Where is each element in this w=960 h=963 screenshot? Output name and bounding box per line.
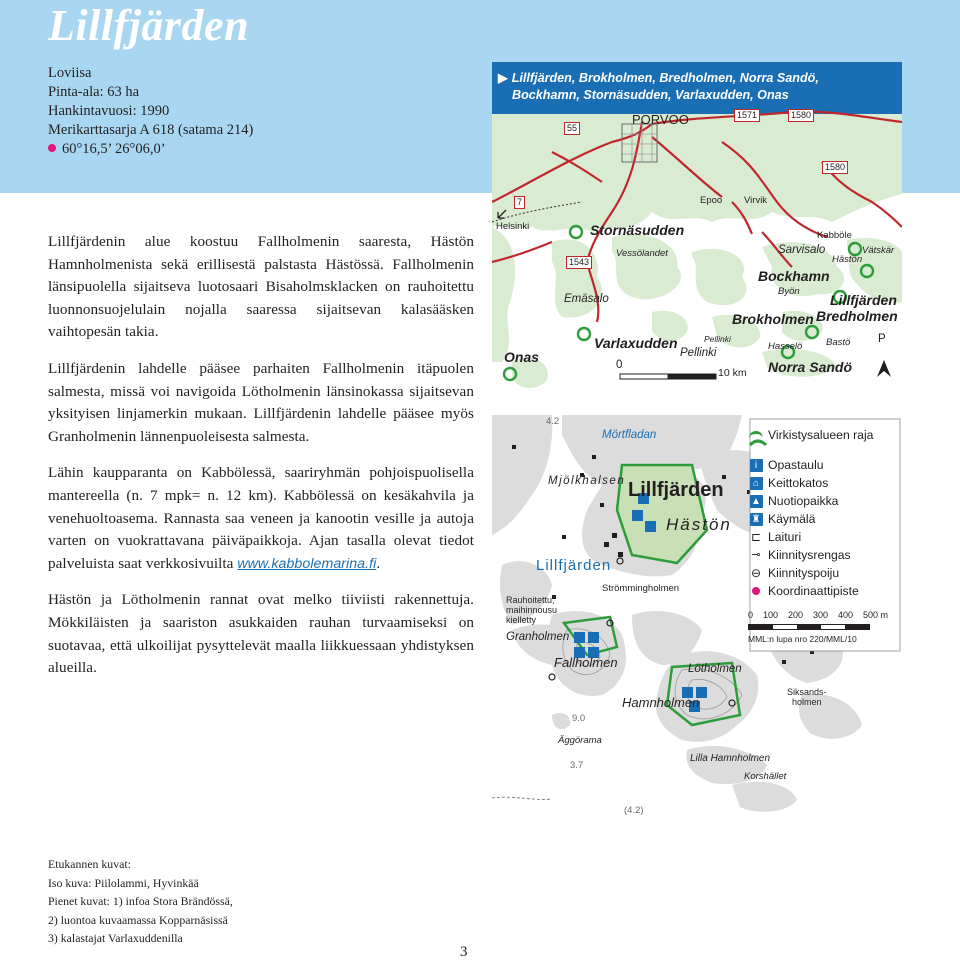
label-lilla-hamnholmen: Lilla Hamnholmen (690, 753, 771, 764)
map-legend (748, 428, 896, 647)
depth-label: 4.2 (546, 416, 560, 427)
road-number: 1580 (822, 161, 848, 174)
legend-item-toilet (748, 512, 896, 530)
label-fallholmen: Fallholmen (554, 655, 618, 670)
label-vatskar: Vätskär (862, 245, 895, 256)
label-siksandsholmen (787, 687, 827, 707)
paragraph-3-text: Lähin kaupparanta on Kabbölessä, saariryhmän pohjoispuolisella mantereella (n. 7 mpk= n. 12 km). Kabbölessä on kesäkahvila ja venehuoltoasema. Rannasta saa veneen ja kanootin vesille ja autoja varten on vuokrattavana päiväpaikkoja. Ajan tasalla olevat tiedot palveluista saat verkkosivuilta (48, 464, 474, 572)
cover-captions (48, 855, 233, 948)
label-pellinki-small: Pellinki (704, 334, 731, 344)
play-arrow-icon: ▶ (498, 71, 508, 85)
legend-item-info (748, 458, 896, 476)
shelter-icon: ⌂ (748, 476, 764, 490)
overview-heading-line-2: Bockhamn, Stornäsudden, Varlaxudden, Onas (512, 88, 789, 102)
legend-item-boundary (748, 428, 896, 458)
legend-label: Virkistysalueen raja (768, 428, 874, 442)
legend-label: Käymälä (768, 512, 816, 526)
protected-note-line: maihinnousu (506, 605, 558, 615)
toilet-icon: ♜ (748, 512, 764, 526)
scale-tick: 200 (787, 610, 804, 620)
label-pellinki: Pellinki (680, 347, 717, 359)
legend-label: Keittokatos (768, 476, 829, 490)
depth-label: 3.7 (570, 760, 584, 771)
label-lillfjarden-bay: Lillfjärden (536, 557, 612, 574)
label-kabbole: Kabböle (817, 230, 852, 241)
captions-heading: Etukannen kuvat: (48, 857, 131, 871)
overview-map (492, 62, 902, 395)
depth-label: 9.0 (572, 713, 586, 724)
legend-label: Nuotiopaikka (768, 494, 839, 508)
legend-item-coordinate-point (748, 584, 896, 602)
mooring-buoy-icon: ⊖ (750, 565, 762, 580)
north-arrow-label: P (878, 333, 886, 345)
legend-label: Opastaulu (768, 458, 824, 472)
road-number: 1580 (788, 109, 814, 122)
label-granholmen: Granholmen (506, 631, 570, 643)
paragraph-4: Hästön ja Lötholmenin rannat ovat melko tiiviisti rakennettuja. Mökkiläisten ja saariston asukkaiden rauhan turvaamiseksi on suotavaa, että ulkoilijat pysyttelevät maalla liikkuessaan yhdistyksen alueilla. (48, 591, 474, 677)
scale-tick: 400 (837, 610, 854, 620)
label-helsinki: Helsinki (496, 221, 530, 232)
label-epoo: Epoo (700, 195, 723, 206)
kabbole-marina-link[interactable]: www.kabbolemarina.fi (237, 555, 377, 572)
fact-coordinates (48, 140, 253, 159)
overview-heading-text-1: Lillfjärden, Brokholmen, Bredholmen, Norra Sandö, (511, 71, 819, 85)
label-bredholmen: Bredholmen (816, 308, 898, 324)
scale-tick: 500 m (862, 610, 888, 620)
label-mjolkhalsen: Mjölkhalsen (548, 475, 626, 487)
label-aggorama: Äggörama (558, 735, 602, 746)
label-virvik: Virvik (744, 195, 768, 206)
jetty-icon: ⊏ (750, 529, 762, 544)
label-lillfjarden: Lillfjärden (830, 292, 897, 308)
fact-municipality: Loviisa (48, 65, 92, 81)
label-siksandsholmen-line: Siksands- (787, 687, 827, 697)
paragraph-1: Lillfjärdenin alue koostuu Fallholmenin saaresta, Hästön Hamnholmenista sekä erillisestä palstasta Hästössä. Fallholmenin länsipuolella sijaitseva luotosaari Bisaholmsklacken on rauhoitettu luonnonsuojelulain nojalla saaressa sijaitsevan kalasääsken vaihtopesän takia. (48, 233, 474, 341)
legend-item-shelter (748, 476, 896, 494)
page-title: Lillfjärden (48, 1, 250, 50)
scale-zero: 0 (616, 359, 623, 371)
mooring-ring-icon: ⊸ (751, 548, 761, 561)
label-haston: Hästön (832, 254, 863, 265)
label-vessolandet: Vessölandet (616, 248, 668, 259)
legend-item-mooring-buoy (748, 566, 896, 584)
protected-note (506, 595, 557, 625)
label-korshallet: Korshället (744, 771, 787, 782)
legend-item-jetty (748, 530, 896, 548)
label-basto: Bastö (826, 337, 851, 348)
scale-bar (748, 624, 870, 630)
caption-line: Iso kuva: Piilolammi, Hyvinkää (48, 875, 199, 890)
area-facts (48, 64, 253, 159)
paragraph-2: Lillfjärdenin lahdelle pääsee parhaiten Fallholmenin itäpuolen salmesta, missä voi navigoida Lötholmenin länsinokassa sijaitsevan yksityisen linjamerkin mukaan. Lillfjärdenin lahdelle pääsee myös Granholmenin lännenpuoleisesta salmesta. (48, 359, 474, 445)
paragraph-3: Lähin kaupparanta on Kabbölessä, saariryhmän pohjoispuolisella mantereella (n. 7 mpk= n. 12 km). Kabbölessä on kesäkahvila ja venehuoltoasema. Rannasta saa veneen ja kanootin vesille ja autoja varten on vuokrattavana päiväpaikkoja. Ajan tasalla olevat tiedot palveluista saat verkkosivuilta www.kabbolemarina.fi. (48, 464, 474, 572)
label-siksandsholmen-line: holmen (791, 697, 822, 707)
label-byon: Byön (778, 286, 800, 297)
protected-note-line: kielletty (506, 615, 537, 625)
label-hamnholmen: Hamnholmen (622, 695, 700, 710)
campfire-icon: ▲ (751, 495, 761, 507)
fact-area: Pinta-ala: 63 ha (48, 84, 140, 100)
label-haston: Hästön (666, 515, 732, 534)
label-lillfjarden-area: Lillfjärden (628, 479, 724, 501)
coordinates-text: 60°16,5’ 26°06,0’ (62, 141, 166, 157)
info-icon: i (748, 458, 764, 472)
road-number: 7 (514, 196, 525, 209)
road-number: 1543 (566, 256, 592, 269)
label-bockhamn: Bockhamn (758, 268, 830, 284)
fact-acquired: Hankintavuosi: 1990 (48, 103, 170, 119)
scale-tick: 100 (762, 610, 779, 620)
caption-line: 2) luontoa kuvaamassa Kopparnäsissä (48, 912, 228, 927)
body-text (48, 231, 474, 694)
caption-line: 3) kalastajat Varlaxuddenilla (48, 931, 183, 946)
legend-label: Koordinaattipiste (768, 584, 859, 598)
road-number: 1571 (734, 109, 760, 122)
label-varlaxudden: Varlaxudden (594, 335, 678, 351)
legend-label: Kiinnityspoiju (768, 566, 840, 580)
label-brokholmen: Brokholmen (732, 311, 814, 327)
fact-chart-series: Merikarttasarja A 618 (satama 214) (48, 122, 254, 138)
caption-line: Pienet kuvat: 1) infoa Stora Brändössä, (48, 894, 233, 909)
page-number: 3 (460, 944, 468, 960)
legend-label: Kiinnitysrengas (768, 548, 851, 562)
legend-item-mooring-ring (748, 548, 896, 566)
label-norra-sando: Norra Sandö (768, 359, 853, 375)
label-sarvisalo: Sarvisalo (778, 244, 826, 256)
legend-scale (748, 608, 888, 623)
map-permit: MML:n lupa nro 220/MML/10 (748, 634, 857, 644)
protected-note-line: Rauhoitettu, (506, 595, 555, 605)
label-strommingholmen: Strömmingholmen (602, 583, 680, 594)
scale-tick: 300 (812, 610, 829, 620)
depth-label: (4.2) (624, 805, 644, 816)
label-lotholmen: Lötholmen (688, 663, 742, 675)
label-mortfladan: Mörtfladan (602, 429, 657, 441)
location-dot-icon (48, 144, 56, 152)
overview-heading-line-1 (498, 70, 819, 87)
label-hasselo: Hasselö (768, 341, 803, 352)
label-emasalo: Emäsalo (564, 293, 609, 305)
label-stornasudden: Stornäsudden (590, 222, 685, 238)
label-onas: Onas (504, 349, 540, 365)
scale-max: 10 km (718, 367, 747, 379)
legend-item-campfire (748, 494, 896, 512)
city-porvoo: PORVOO (632, 112, 689, 127)
overview-map-heading (498, 70, 819, 104)
road-number: 55 (564, 122, 580, 135)
scale-tick: 0 (748, 610, 754, 620)
boundary-line-icon (748, 428, 764, 442)
legend-label: Laituri (768, 530, 802, 544)
coordinate-point-icon (748, 584, 764, 598)
